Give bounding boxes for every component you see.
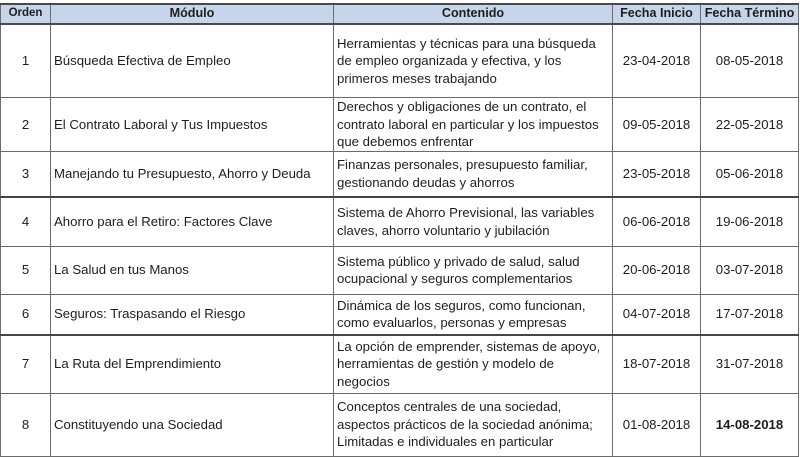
cell-modulo: Constituyendo una Sociedad xyxy=(51,393,334,456)
cell-orden: 1 xyxy=(1,24,51,98)
header-modulo: Módulo xyxy=(51,4,334,24)
cell-modulo: La Salud en tus Manos xyxy=(51,246,334,294)
cell-orden: 2 xyxy=(1,98,51,152)
cell-fecha-termino: 31-07-2018 xyxy=(701,335,799,394)
cell-fecha-termino: 19-06-2018 xyxy=(701,197,799,247)
cell-modulo: Manejando tu Presupuesto, Ahorro y Deuda xyxy=(51,151,334,197)
header-orden: Orden xyxy=(1,4,51,24)
table-row xyxy=(1,246,799,294)
cell-contenido: Derechos y obligaciones de un contrato, el contrato laboral en particular y los impuestos que debemos enfrentar xyxy=(334,98,613,152)
modules-schedule-table xyxy=(0,3,799,457)
cell-contenido: Sistema público y privado de salud, salud ocupacional y seguros complementarios xyxy=(334,246,613,294)
table-row xyxy=(1,197,799,247)
cell-fecha-termino: 22-05-2018 xyxy=(701,98,799,152)
cell-fecha-termino: 08-05-2018 xyxy=(701,24,799,98)
cell-fecha-inicio: 20-06-2018 xyxy=(613,246,701,294)
cell-fecha-termino: 14-08-2018 xyxy=(701,393,799,456)
cell-orden: 4 xyxy=(1,197,51,247)
cell-fecha-termino: 03-07-2018 xyxy=(701,246,799,294)
table-row xyxy=(1,151,799,197)
table-row xyxy=(1,335,799,394)
cell-contenido: Finanzas personales, presupuesto familiar, gestionando deudas y ahorros xyxy=(334,151,613,197)
table-row xyxy=(1,294,799,335)
header-contenido: Contenido xyxy=(334,4,613,24)
cell-modulo: La Ruta del Emprendimiento xyxy=(51,335,334,394)
cell-orden: 5 xyxy=(1,246,51,294)
cell-orden: 6 xyxy=(1,294,51,335)
cell-fecha-inicio: 23-05-2018 xyxy=(613,151,701,197)
cell-contenido: Sistema de Ahorro Previsional, las variables claves, ahorro voluntario y jubilación xyxy=(334,197,613,247)
header-fecha-inicio: Fecha Inicio xyxy=(613,4,701,24)
cell-orden: 8 xyxy=(1,393,51,456)
cell-contenido: La opción de emprender, sistemas de apoyo, herramientas de gestión y modelo de negocios xyxy=(334,335,613,394)
table-row xyxy=(1,393,799,456)
cell-fecha-inicio: 18-07-2018 xyxy=(613,335,701,394)
cell-orden: 3 xyxy=(1,151,51,197)
cell-contenido: Conceptos centrales de una sociedad, aspectos prácticos de la sociedad anónima; Limitadas e individuales en particular xyxy=(334,393,613,456)
table-row xyxy=(1,24,799,98)
cell-modulo: El Contrato Laboral y Tus Impuestos xyxy=(51,98,334,152)
cell-fecha-inicio: 01-08-2018 xyxy=(613,393,701,456)
header-fecha-termino: Fecha Término xyxy=(701,4,799,24)
cell-fecha-inicio: 06-06-2018 xyxy=(613,197,701,247)
cell-fecha-inicio: 09-05-2018 xyxy=(613,98,701,152)
cell-orden: 7 xyxy=(1,335,51,394)
cell-fecha-termino: 17-07-2018 xyxy=(701,294,799,335)
cell-fecha-termino: 05-06-2018 xyxy=(701,151,799,197)
cell-fecha-inicio: 04-07-2018 xyxy=(613,294,701,335)
cell-contenido: Herramientas y técnicas para una búsqueda de empleo organizada y efectiva, y los primeros meses trabajando xyxy=(334,24,613,98)
cell-fecha-inicio: 23-04-2018 xyxy=(613,24,701,98)
cell-contenido: Dinámica de los seguros, como funcionan, como evaluarlos, personas y empresas xyxy=(334,294,613,335)
cell-modulo: Búsqueda Efectiva de Empleo xyxy=(51,24,334,98)
table-row xyxy=(1,98,799,152)
cell-modulo: Ahorro para el Retiro: Factores Clave xyxy=(51,197,334,247)
header-row xyxy=(1,4,799,24)
cell-modulo: Seguros: Traspasando el Riesgo xyxy=(51,294,334,335)
